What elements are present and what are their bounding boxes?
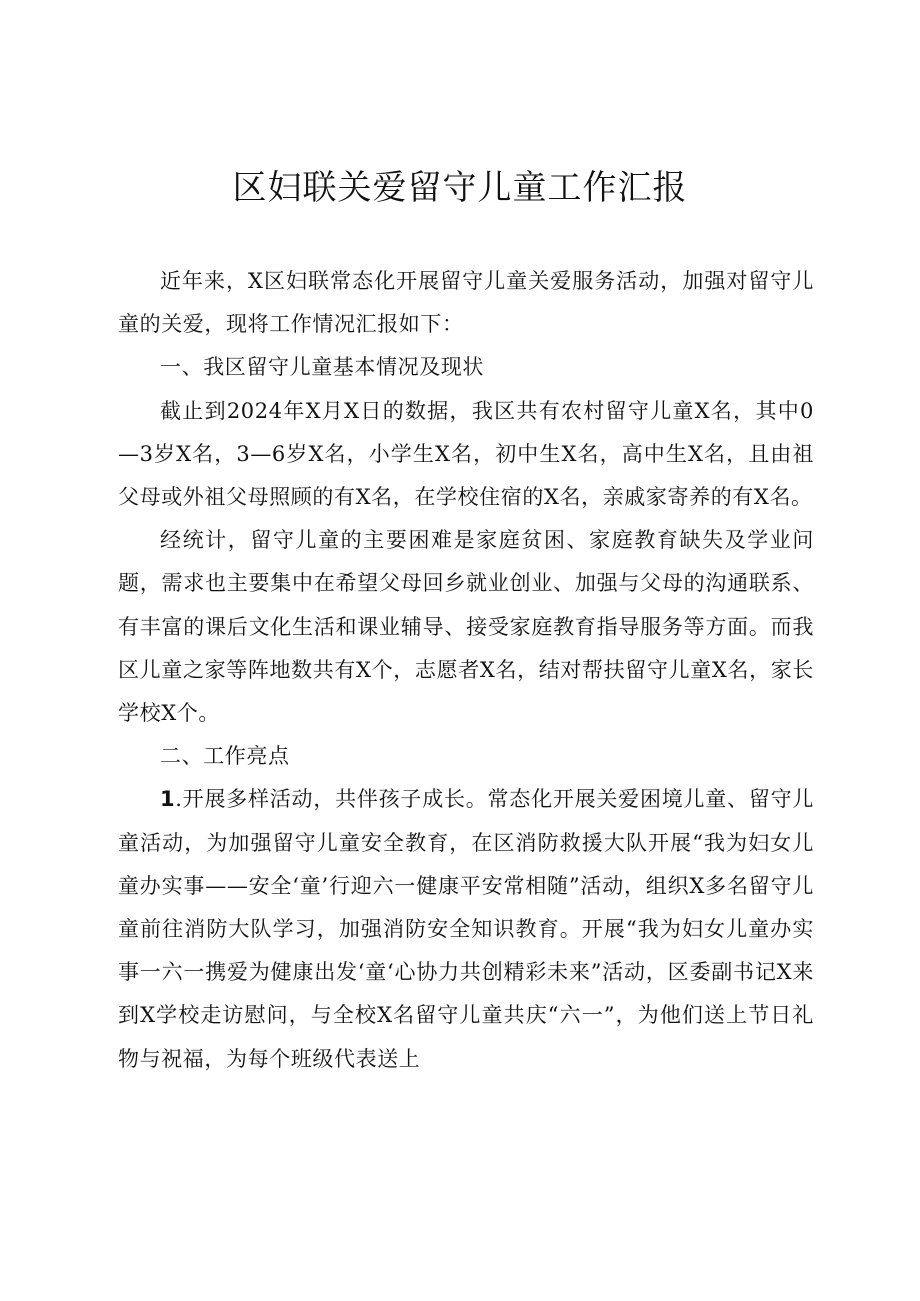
section-1-heading: 一、我区留守儿童基本情况及现状 bbox=[160, 355, 484, 380]
document-title: 区妇联关爱留守儿童工作汇报 bbox=[232, 168, 688, 208]
section-1-paragraph-2: 经统计，留守儿童的主要困难是家庭贫困、家庭教育缺失及学业问题，需求也主要集中在希望父母回乡就业创业、加强与父母的沟通联系、有丰富的课后文化生活和课业辅导、接受家庭教育指导服务等方面。而我区儿童之家等阵地数共有X个，志愿者X名，结对帮扶留守儿童X名，家长学校X个。 bbox=[118, 528, 814, 726]
item-1-number: 1 bbox=[160, 787, 176, 812]
intro-paragraph: 近年来，X区妇联常态化开展留守儿童关爱服务活动，加强对留守儿童的关爱，现将工作情况汇报如下： bbox=[118, 269, 814, 337]
item-1-text: .开展多样活动，共伴孩子成长。常态化开展关爱困境儿童、留守儿童活动，为加强留守儿童安全教育，在区消防救援大队开展“我为妇女儿童办实事——安全‘童’行迎六一健康平安常相随”活动，组织X多名留守儿童前往消防大队学习，加强消防安全知识教育。开展“我为妇女儿童办实事一六一携爱为健康出发‘童‘心协力共创精彩未来”活动，区委副书记X来到X学校走访慰问，与全校X名留守儿童共庆“六一”，为他们送上节日礼物与祝福，为每个班级代表送上 bbox=[118, 787, 814, 1071]
section-2-heading: 二、工作亮点 bbox=[160, 744, 290, 769]
document-body bbox=[118, 260, 814, 1081]
section-1-paragraph-1: 截止到2024年X月X日的数据，我区共有农村留守儿童X名，其中0—3岁X名，3—6岁X名，小学生X名，初中生X名，高中生X名，且由祖父母或外祖父母照顾的有X名，在学校住宿的X名，亲戚家寄养的有X名。 bbox=[118, 398, 814, 510]
section-2-item-1 bbox=[118, 778, 814, 1080]
